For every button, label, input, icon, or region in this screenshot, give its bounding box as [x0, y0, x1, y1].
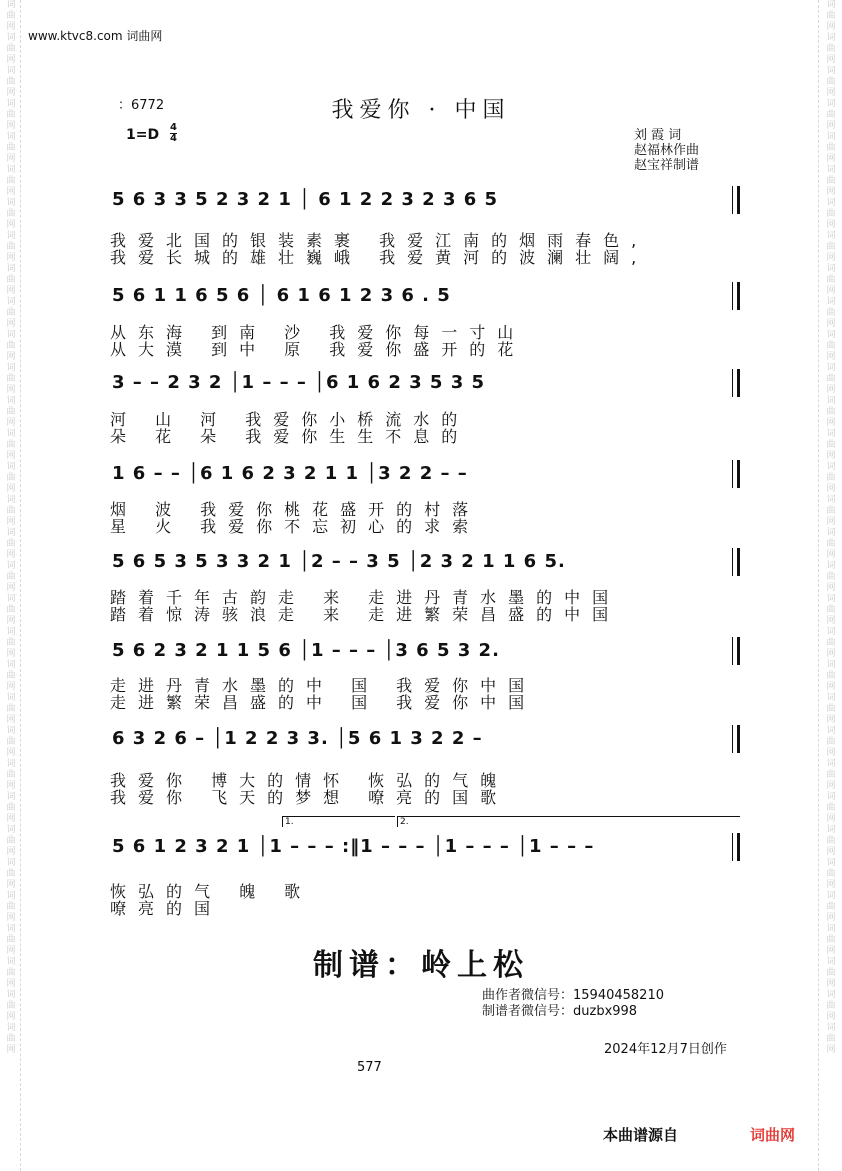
left-dashed-line	[20, 0, 21, 1171]
lyric-line: 我爱你 博大的情怀 恢弘的气魄	[110, 771, 509, 790]
end-barline	[732, 548, 740, 576]
volta-bracket: 1.	[282, 816, 395, 827]
reference-number: ：6772	[118, 98, 165, 113]
right-watermark-strip: 词 曲 网 词 曲 网 词 曲 网 词 曲 网 词 曲 网 词 曲 网 词 曲 网 词 曲 网 词 曲 网 词 曲 网 词 曲 网 词 曲 网 词 曲 网 词 曲 网 词 曲 网 词 曲 网 词 曲 网 词 曲 网 词 曲 网 词 曲 网 词 曲 网 词 曲 网 词 曲 网 词 曲 网 词 曲 网 词 曲 网 词 曲 网 词 曲 网 词 曲 网 词 曲 网 词 曲 网 词 曲 网	[826, 0, 836, 1055]
lyric-line: 我爱你 飞天的梦想 嘹亮的国歌	[110, 788, 509, 807]
end-barline	[732, 637, 740, 665]
contacts	[482, 988, 664, 1020]
score-row	[112, 817, 740, 864]
score-row	[112, 366, 740, 400]
credit-composer: 赵福林作曲	[634, 143, 700, 158]
score-row	[112, 722, 740, 756]
end-barline	[732, 460, 740, 488]
end-barline	[732, 186, 740, 214]
source-label: 本曲谱源自	[603, 1126, 679, 1144]
creation-date: 2024年12月7日创作	[604, 1042, 727, 1057]
composer-wechat: 曲作者微信号：15940458210	[482, 988, 664, 1003]
lyric-line: 踏着千年古韵走 来 走进丹青水墨的中国	[110, 588, 621, 607]
lyric-line: 我爱长城的雄壮巍峨 我爱黄河的波澜壮阔,	[110, 248, 649, 267]
volta-bracket: 2.	[397, 816, 740, 827]
lyric-line: 河 山 河 我爱你小桥流水的	[110, 410, 470, 429]
lyric-line: 恢弘的气 魄 歌	[110, 882, 313, 901]
end-barline	[732, 833, 740, 861]
score-row	[112, 183, 740, 217]
lyric-line: 嘹亮的国	[110, 899, 223, 918]
credit-lyricist: 刘 霞 词	[634, 128, 682, 143]
notes-line: 1 6 – – │6 1 6 2 3 2 1 1 │3 2 2 – –	[112, 463, 468, 484]
lyric-line: 走进繁荣昌盛的中 国 我爱你中国	[110, 693, 537, 712]
lyric-line: 从东海 到南 沙 我爱你每一寸山	[110, 323, 526, 342]
notes-line: 5 6 3 3 5 2 3 2 1 │ 6 1 2 2 3 2 3 6 5	[112, 189, 499, 210]
song-title: 我爱你 · 中国	[331, 98, 511, 123]
lyric-line: 从大漠 到中 原 我爱你盛开的花	[110, 340, 526, 359]
score-row	[112, 457, 740, 491]
lyric-line: 烟 波 我爱你桃花盛开的村落	[110, 500, 481, 519]
lyric-line: 朵 花 朵 我爱你生生不息的	[110, 427, 470, 446]
notes-line: 5 6 1 2 3 2 1 │1 – – – :‖1 – – – │1 – – – │1 – – –	[112, 836, 595, 857]
brand-link[interactable]: 词曲网	[750, 1126, 796, 1144]
time-sig-bottom: 4	[170, 133, 177, 144]
end-barline	[732, 725, 740, 753]
lyric-line: 星 火 我爱你不忘初心的求索	[110, 517, 481, 536]
lyric-line: 踏着惊涛骇浪走 来 走进繁荣昌盛的中国	[110, 605, 621, 624]
time-signature	[170, 123, 177, 144]
right-dashed-line	[818, 0, 819, 1171]
key-signature: 1=D	[126, 127, 160, 143]
page-number: 577	[357, 1060, 382, 1075]
time-sig-top: 4	[170, 122, 177, 133]
score-row	[112, 279, 740, 313]
notes-line: 5 6 2 3 2 1 1 5 6 │1 – – – │3 6 5 3 2.	[112, 640, 500, 661]
notes-line: 5 6 1 1 6 5 6 │ 6 1 6 1 2 3 6 . 5	[112, 285, 451, 306]
notes-line: 5 6 5 3 5 3 3 2 1 │2 – – 3 5 │2 3 2 1 1 6 5.	[112, 551, 566, 572]
lyric-line: 走进丹青水墨的中 国 我爱你中国	[110, 676, 537, 695]
notes-line: 3 – – 2 3 2 │1 – – – │6 1 6 2 3 5 3 5	[112, 372, 486, 393]
notes-line: 6 3 2 6 – │1 2 2 3 3. │5 6 1 3 2 2 –	[112, 728, 483, 749]
site-url[interactable]: www.ktvc8.com 词曲网	[28, 29, 163, 43]
credit-transcriber: 赵宝祥制谱	[634, 158, 700, 173]
score-row	[112, 545, 740, 579]
signature: 制谱：岭上松	[313, 948, 529, 983]
score-row	[112, 634, 740, 668]
lyric-line: 我爱北国的银装素裹 我爱江南的烟雨春色,	[110, 231, 649, 250]
end-barline	[732, 282, 740, 310]
left-watermark-strip: 词 曲 网 词 曲 网 词 曲 网 词 曲 网 词 曲 网 词 曲 网 词 曲 网 词 曲 网 词 曲 网 词 曲 网 词 曲 网 词 曲 网 词 曲 网 词 曲 网 词 曲 网 词 曲 网 词 曲 网 词 曲 网 词 曲 网 词 曲 网 词 曲 网 词 曲 网 词 曲 网 词 曲 网 词 曲 网 词 曲 网 词 曲 网 词 曲 网 词 曲 网 词 曲 网 词 曲 网 词 曲 网	[6, 0, 16, 1055]
transcriber-wechat: 制谱者微信号：duzbx998	[482, 1004, 638, 1019]
credits	[634, 128, 699, 173]
end-barline	[732, 369, 740, 397]
